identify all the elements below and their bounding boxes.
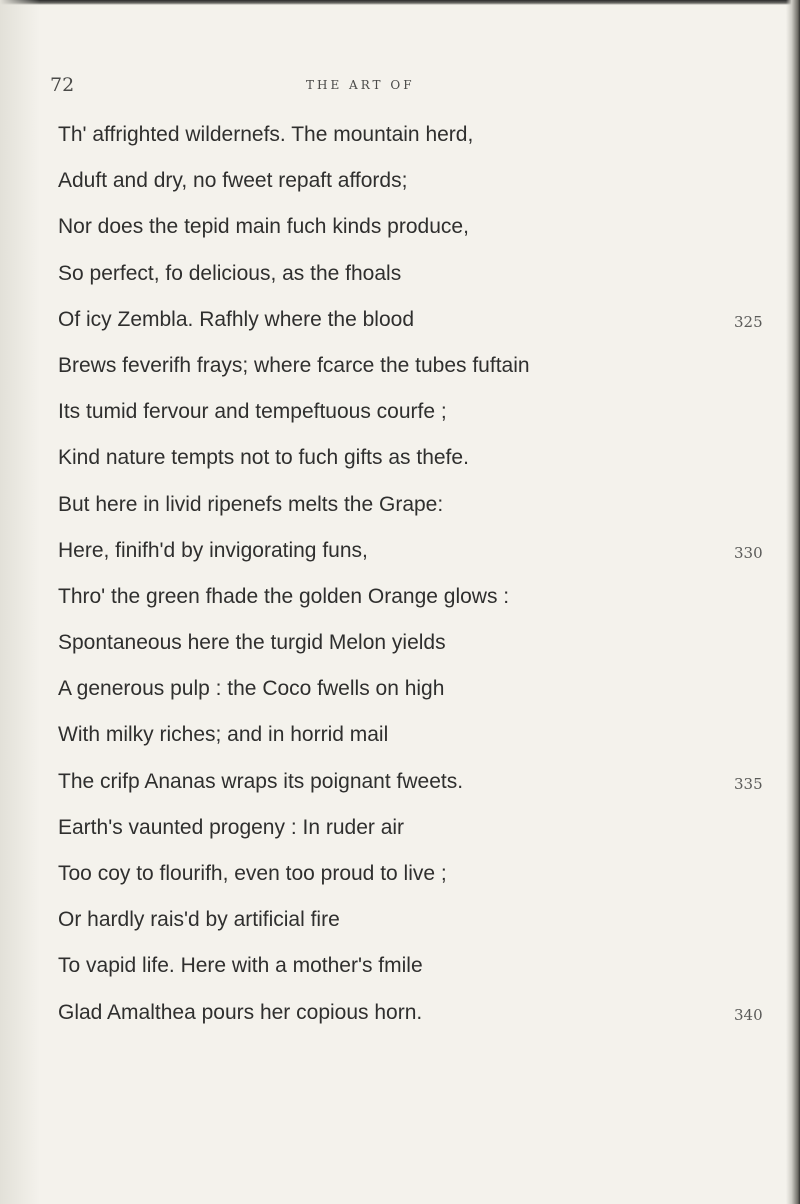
verse-text: Nor does the tepid main fuch kinds produce, bbox=[58, 215, 469, 239]
verse-text: The crifp Ananas wraps its poignant fweets. bbox=[58, 769, 464, 793]
verse-line bbox=[58, 759, 778, 805]
verse-text: Brews feverifh frays; where fcarce the tubes fuftain bbox=[58, 353, 530, 377]
verse-line bbox=[58, 620, 778, 666]
verse-line bbox=[58, 251, 778, 297]
line-number: 330 bbox=[734, 543, 763, 562]
verse-line bbox=[58, 482, 778, 528]
verse-text: Too coy to flourifh, even too proud to live ; bbox=[58, 862, 447, 885]
verse-text: So perfect, fo delicious, as the fhoals bbox=[58, 261, 402, 285]
verse-text: Spontaneous here the turgid Melon yields bbox=[58, 631, 446, 655]
line-number: 340 bbox=[734, 1005, 763, 1024]
page-number: 72 bbox=[50, 74, 75, 96]
verse-text: A generous pulp : the Coco fwells on high bbox=[58, 677, 445, 701]
verse-text: Aduft and dry, no fweet repaft affords; bbox=[58, 169, 408, 193]
verse-text: To vapid life. Here with a mother's fmile bbox=[58, 954, 423, 978]
verse-line bbox=[58, 204, 778, 250]
verse-line bbox=[58, 435, 778, 481]
running-title: THE ART OF bbox=[306, 78, 415, 92]
page-right-edge bbox=[786, 0, 800, 1204]
verse-text: Its tumid fervour and tempeftuous courfe ; bbox=[58, 400, 447, 424]
verse-text: But here in livid ripenefs melts the Grape: bbox=[58, 492, 444, 516]
verse-text: Earth's vaunted progeny : In ruder air bbox=[58, 815, 405, 839]
verse-text: Kind nature tempts not to fuch gifts as thefe. bbox=[58, 446, 469, 470]
verse-line bbox=[58, 666, 778, 712]
poem-verses bbox=[58, 112, 778, 1036]
verse-line bbox=[58, 112, 778, 158]
verse-text: Th' affrighted wildernefs. The mountain herd, bbox=[58, 123, 474, 146]
page-gutter-shadow bbox=[0, 0, 40, 1204]
verse-line bbox=[58, 897, 778, 943]
verse-line bbox=[58, 574, 778, 620]
verse-line bbox=[58, 528, 778, 574]
verse-line bbox=[58, 297, 778, 343]
verse-line bbox=[58, 943, 778, 989]
verse-line bbox=[58, 712, 778, 758]
verse-text: With milky riches; and in horrid mail bbox=[58, 723, 389, 747]
page-top-edge bbox=[0, 0, 800, 5]
running-head bbox=[50, 74, 750, 98]
verse-line bbox=[58, 805, 778, 851]
verse-line bbox=[58, 158, 778, 204]
verse-text: Thro' the green fhade the golden Orange glows : bbox=[58, 584, 510, 608]
verse-line bbox=[58, 851, 778, 897]
verse-line bbox=[58, 990, 778, 1036]
line-number: 335 bbox=[734, 774, 763, 793]
verse-text: Glad Amalthea pours her copious horn. bbox=[58, 1000, 423, 1024]
line-number: 325 bbox=[734, 312, 763, 331]
verse-text: Or hardly rais'd by artificial fire bbox=[58, 908, 340, 932]
verse-line bbox=[58, 343, 778, 389]
verse-text: Here, finifh'd by invigorating funs, bbox=[58, 538, 368, 562]
verse-text: Of icy Zembla. Rafhly where the blood bbox=[58, 307, 414, 331]
verse-line bbox=[58, 389, 778, 435]
